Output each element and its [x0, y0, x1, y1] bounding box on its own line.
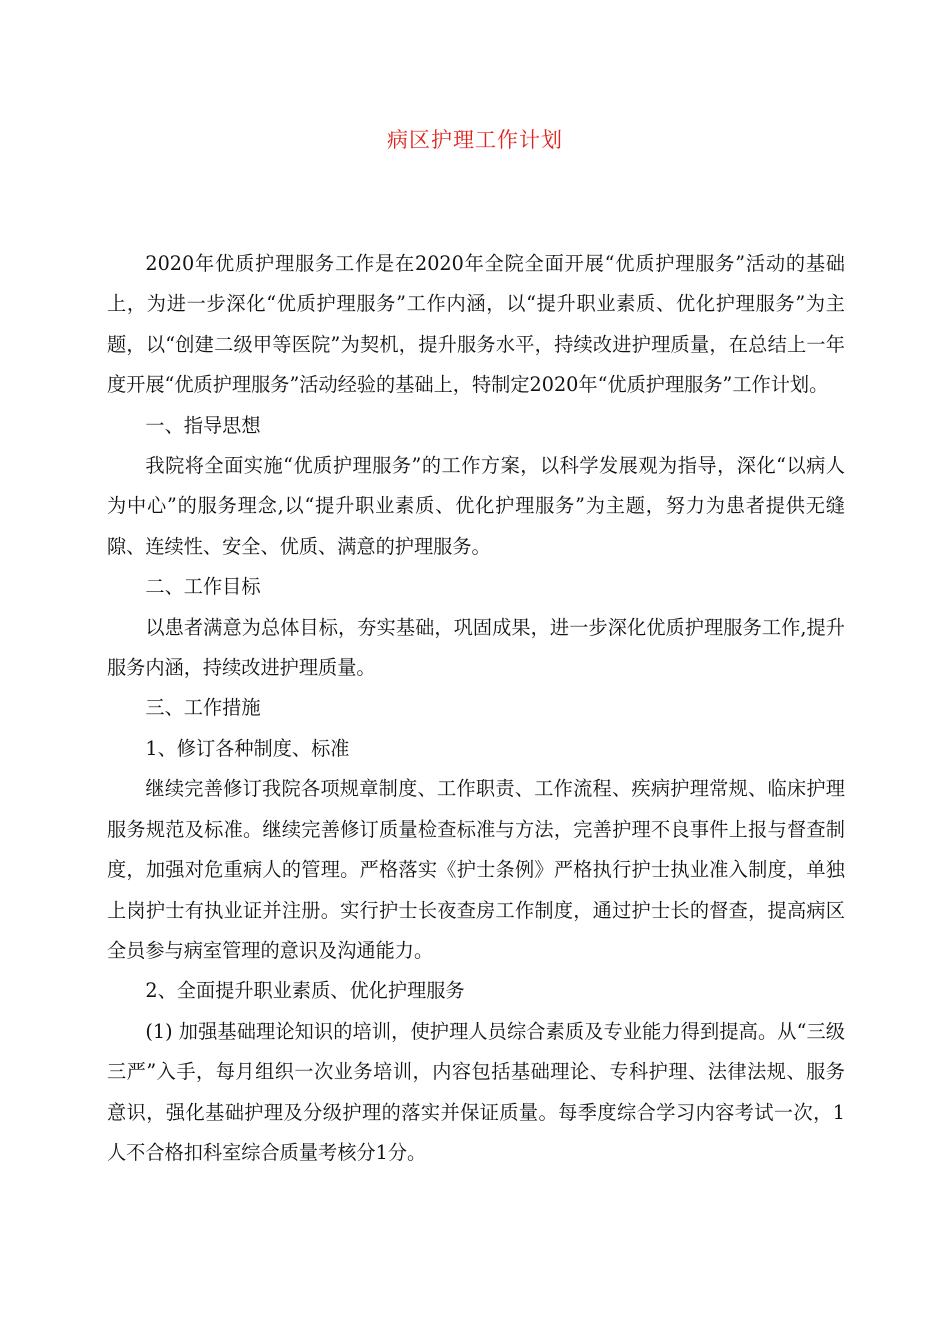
item-heading-revise-systems: 1、修订各种制度、标准 [145, 736, 350, 760]
section-heading-work-measures: 三、工作措施 [145, 696, 261, 720]
section-heading-work-goals: 二、工作目标 [145, 575, 261, 599]
document-body [107, 244, 845, 1173]
training-paragraph: (1) 加强基础理论知识的培训，使护理人员综合素质及专业能力得到提高。从“三级三严”入手，每月组织一次业务培训，内容包括基础理论、专科护理、法律法规、服务意识，强化基础护理及分级护理的落实并保证质量。每季度综合学习内容考试一次，1人不合格扣科室综合质量考核分1分。 [107, 1019, 845, 1164]
revise-systems-paragraph: 继续完善修订我院各项规章制度、工作职责、工作流程、疾病护理常规、临床护理服务规范及标准。继续完善修订质量检查标准与方法，完善护理不良事件上报与督查制度，加强对危重病人的管理。严格落实《护士条例》严格执行护士执业准入制度，单独上岗护士有执业证并注册。实行护士长夜查房工作制度，通过护士长的督查，提高病区全员参与病室管理的意识及沟通能力。 [107, 777, 845, 962]
document-title: 病区护理工作计划 [387, 128, 563, 152]
intro-paragraph: 2020年优质护理服务工作是在2020年全院全面开展“优质护理服务”活动的基础上，为进一步深化“优质护理服务”工作内涵，以“提升职业素质、优化护理服务”为主题，以“创建二级甲等医院”为契机，提升服务水平，持续改进护理质量，在总结上一年度开展“优质护理服务”活动经验的基础上，特制定2020年“优质护理服务”工作计划。 [107, 252, 845, 397]
section-heading-guiding-ideology: 一、指导思想 [145, 413, 261, 437]
work-goals-paragraph: 以患者满意为总体目标，夯实基础，巩固成果，进一步深化优质护理服务工作,提升服务内涵，持续改进护理质量。 [107, 615, 845, 680]
guiding-ideology-paragraph: 我院将全面实施“优质护理服务”的工作方案，以科学发展观为指导，深化“以病人为中心”的服务理念,以“提升职业素质、优化护理服务”为主题，努力为患者提供无缝隙、连续性、安全、优质、满意的护理服务。 [107, 454, 845, 558]
item-heading-improve-quality: 2、全面提升职业素质、优化护理服务 [145, 979, 465, 1003]
